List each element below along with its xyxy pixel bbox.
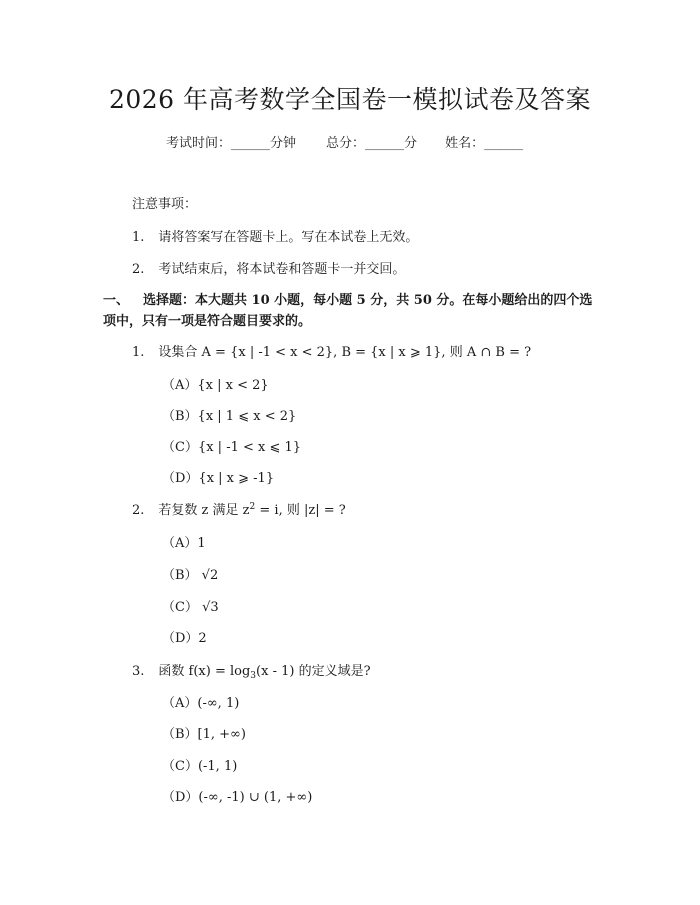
option-c: （C）{x | -1 < x ⩽ 1} <box>162 440 302 455</box>
notice-item-num: 2. <box>132 262 145 277</box>
notice-item-text: 请将答案写在答题卡上。写在本试卷上无效。 <box>158 230 419 245</box>
time-unit: 分钟 <box>270 136 297 151</box>
question-1 <box>132 341 531 360</box>
option-d: （D）2 <box>162 631 207 646</box>
option-c: （C） √3 <box>162 600 219 615</box>
question-3 <box>132 660 371 681</box>
stem-text: = i, 则 |z| = ? <box>255 503 346 518</box>
stem-superscript: 2 <box>249 502 256 512</box>
time-blank: ______ <box>231 136 271 151</box>
option-b: （B）[1, +∞) <box>162 727 246 742</box>
option-a: （A）(-∞, 1) <box>162 696 240 711</box>
question-number: 1. <box>132 345 145 360</box>
time-label: 考试时间： <box>166 136 232 151</box>
name-label: 姓名： <box>445 136 485 151</box>
notice-heading: 注意事项： <box>132 197 198 212</box>
option-a: （A）{x | x < 2} <box>162 378 269 393</box>
notice-item-text: 考试结束后，将本试卷和答题卡一并交回。 <box>158 262 406 277</box>
question-2 <box>132 499 346 518</box>
notice-item <box>132 226 418 245</box>
question-stem <box>158 664 370 679</box>
stem-text: (x - 1) 的定义域是? <box>256 664 371 679</box>
question-number: 3. <box>132 664 145 679</box>
question-number: 2. <box>132 503 145 518</box>
notice-item-num: 1. <box>132 230 145 245</box>
option-b: （B）{x | 1 ⩽ x < 2} <box>162 409 297 424</box>
option-a: （A）1 <box>162 536 206 551</box>
page-title: 2026 年高考数学全国卷一模拟试卷及答案 <box>108 85 592 114</box>
stem-text: 若复数 z 满足 z <box>158 503 250 518</box>
question-stem <box>158 503 345 518</box>
section-number: 一、 <box>103 293 130 308</box>
section-heading <box>103 289 592 308</box>
stem-text: 函数 f(x) = log <box>158 664 251 679</box>
option-d: （D）{x | x ⩾ -1} <box>162 471 275 486</box>
notice-item <box>132 258 405 277</box>
score-unit: 分 <box>404 136 418 151</box>
option-b: （B） √2 <box>162 568 219 583</box>
question-stem: 设集合 A = {x | -1 < x < 2}, B = {x | x ⩾ 1}, 则 A ∩ B = ? <box>158 345 532 360</box>
section-heading-line1: 选择题：本大题共 10 小题，每小题 5 分，共 50 分。在每小题给出的四个选 <box>143 293 593 308</box>
stem-subscript: 3 <box>250 671 257 681</box>
option-d: （D）(-∞, -1) ∪ (1, +∞) <box>162 790 313 805</box>
section-heading-line2: 项中，只有一项是符合题目要求的。 <box>103 314 312 329</box>
name-blank: ______ <box>484 136 524 151</box>
score-blank: ______ <box>365 136 405 151</box>
exam-meta <box>166 132 523 151</box>
option-c: （C）(-1, 1) <box>162 759 238 774</box>
score-label: 总分： <box>326 136 366 151</box>
